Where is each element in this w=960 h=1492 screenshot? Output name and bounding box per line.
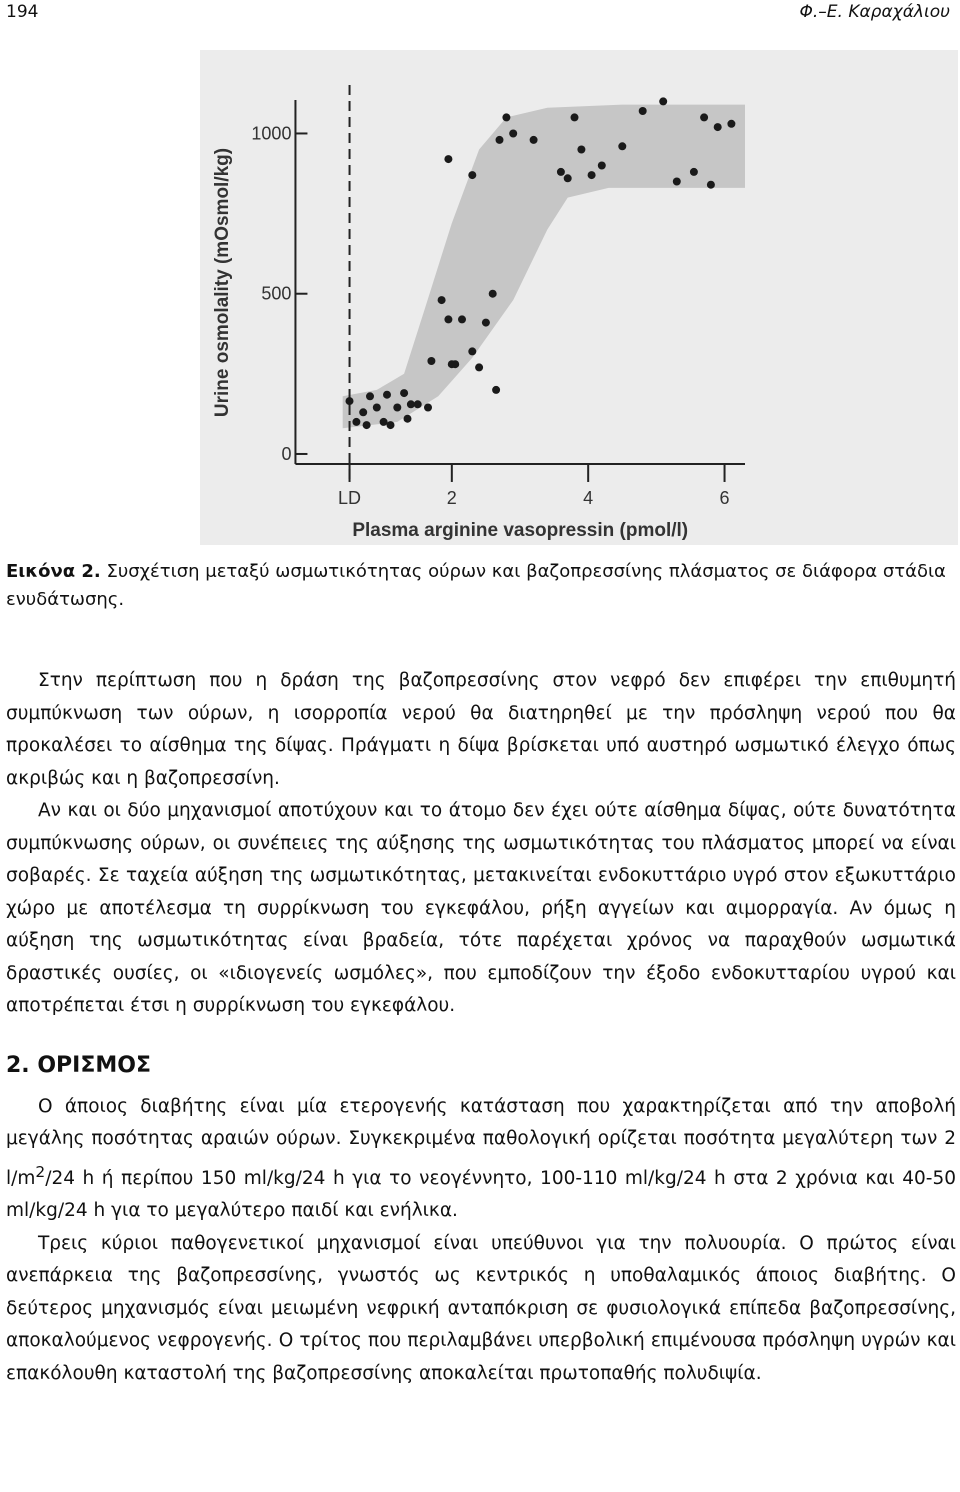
data-point (564, 174, 572, 182)
page-number: 194 (6, 2, 39, 22)
data-point (387, 421, 395, 429)
x-ticks (338, 464, 730, 508)
data-point (359, 408, 367, 416)
data-point (468, 347, 476, 355)
section-heading: 2. ΟΡΙΣΜΟΣ (6, 1052, 151, 1078)
data-point (577, 146, 585, 154)
data-point (363, 421, 371, 429)
data-point (404, 415, 412, 423)
caption-label: Εικόνα 2. (6, 561, 101, 582)
data-point (475, 363, 483, 371)
y-tick-label: 1000 (251, 123, 292, 144)
x-tick-label: LD (338, 487, 362, 508)
data-point (400, 389, 408, 397)
data-point (424, 404, 432, 412)
data-point (393, 404, 401, 412)
data-point (380, 418, 388, 426)
paragraph: Στην περίπτωση που η δράση της βαζοπρεσσίνης στον νεφρό δεν επιφέρει την επιθυμητή συμπύκνωση των ούρων, η ισορροπία νερού θα διατηρηθεί με την πρόσληψη νερού που θα προκαλέσει το αίσθημα της δίψας. Πράγματι η δίψα βρίσκεται υπό αυστηρό ωσμωτικό έλεγχο όπως ακριβώς και η βαζοπρεσσίνη. (6, 670, 956, 789)
data-point (496, 136, 504, 144)
data-point (618, 142, 626, 150)
data-point (659, 97, 667, 105)
data-point (373, 404, 381, 412)
main-text (6, 665, 956, 1390)
paragraph-text: /24 h ή περίπου 150 ml/kg/24 h για το νεογέννητο, 100-110 ml/kg/24 h στα 2 χρόνια και 40-50 ml/kg/24 h για το μεγαλύτερο παιδί και ενήλικα. (6, 1167, 956, 1222)
data-point (492, 386, 500, 394)
data-point (727, 120, 735, 128)
data-point (383, 391, 391, 399)
y-tick-label: 500 (261, 283, 292, 304)
page-header (6, 2, 950, 24)
data-point (427, 357, 435, 365)
data-point (707, 181, 715, 189)
data-point (366, 392, 374, 400)
paragraph (6, 1091, 956, 1228)
x-tick-label: 6 (719, 487, 730, 508)
confidence-band (343, 105, 745, 429)
x-tick-label: 4 (583, 487, 594, 508)
data-point (700, 113, 708, 121)
caption-text: Συσχέτιση μεταξύ ωσμωτικότητας ούρων και βαζοπρεσσίνης πλάσματος σε διάφορα στάδια ενυδάτωσης. (6, 561, 946, 610)
paragraph: Αν και οι δύο μηχανισμοί αποτύχουν και το άτομο δεν έχει ούτε αίσθημα δίψας, ούτε δυνατότητα συμπύκνωσης ούρων, οι συνέπειες της αύξησης της ωσμωτικότητας του πλάσματος μπορεί να είναι σοβαρές. Σε ταχεία αύξηση της ωσμωτικότητας, μετακινείται ενδοκυττάριο υγρό στον εξωκυττάριο χώρο με αποτέλεσμα τη συρρίκνωση του εγκεφάλου, ρήξη αγγείων και αιμορραγία. Αν όμως η αύξηση της ωσμωτικότητας είναι βραδεία, τότε παρέχεται χρόνος να παραχθούν ωσμωτικά δραστικές ουσίες, οι «ιδιογενείς ωσμόλες», που εμποδίζουν την έξοδο ενδοκυτταρίου υγρού και αποτρέπεται έτσι η συρρίκνωση του εγκεφάλου. (6, 800, 956, 1016)
data-point (346, 397, 354, 405)
data-point (407, 400, 415, 408)
running-head-author: Φ.–Ε. Καραχάλιου (799, 2, 950, 22)
data-point (448, 360, 456, 368)
data-point (438, 296, 446, 304)
data-point (414, 400, 422, 408)
figure-caption (6, 558, 956, 614)
data-point (444, 155, 452, 163)
data-point (458, 315, 466, 323)
data-point (468, 171, 476, 179)
paragraph: Τρεις κύριοι παθογενετικοί μηχανισμοί είναι υπεύθυνοι για την πολυουρία. Ο πρώτος είναι ανεπάρκεια της βαζοπρεσσίνης, γνωστός ως κεντρικός η υποθαλαμικός άποιος διαβήτης. Ο δεύτερος μηχανισμός είναι μειωμένη νεφρική ανταπόκριση σε φυσιολογικά επίπεδα βαζοπρεσσίνης, αποκαλούμενος νεφρογενής. Ο τρίτος που περιλαμβάνει υπερβολική επιμένουσα πρόσληψη υγρών και επακόλουθη καταστολή της βαζοπρεσσίνης αποκαλείται πρωτοπαθής πολυδιψία. (6, 1232, 956, 1384)
data-point (571, 113, 579, 121)
data-point (530, 136, 538, 144)
superscript: 2 (35, 1162, 46, 1181)
y-tick-label: 0 (281, 443, 292, 464)
data-point (352, 418, 360, 426)
x-axis-label: Plasma arginine vasopressin (pmol/l) (352, 519, 689, 541)
data-point (714, 123, 722, 131)
x-tick-label: 2 (446, 487, 457, 508)
y-axis-label: Urine osmolality (mOsmol/kg) (212, 147, 233, 418)
data-point (557, 168, 565, 176)
paragraph-text: Ο άποιος διαβήτης είναι μία ετερογενής κατάσταση που χαρακτηρίζεται από την αποβολή μεγάλης ποσότητας αραιών ούρων. Συγκεκριμένα παθολογική ορίζεται ποσότητα μεγαλύτερη των 2 l/m (6, 1095, 956, 1189)
data-point (639, 107, 647, 115)
data-point (673, 178, 681, 186)
data-point (502, 113, 510, 121)
data-point (489, 290, 497, 298)
scatter-chart (200, 50, 958, 545)
data-point (598, 162, 606, 170)
y-ticks (251, 123, 307, 464)
data-point (444, 315, 452, 323)
data-point (588, 171, 596, 179)
data-point (690, 168, 698, 176)
figure (200, 50, 958, 545)
data-point (509, 130, 517, 138)
data-point (482, 319, 490, 327)
